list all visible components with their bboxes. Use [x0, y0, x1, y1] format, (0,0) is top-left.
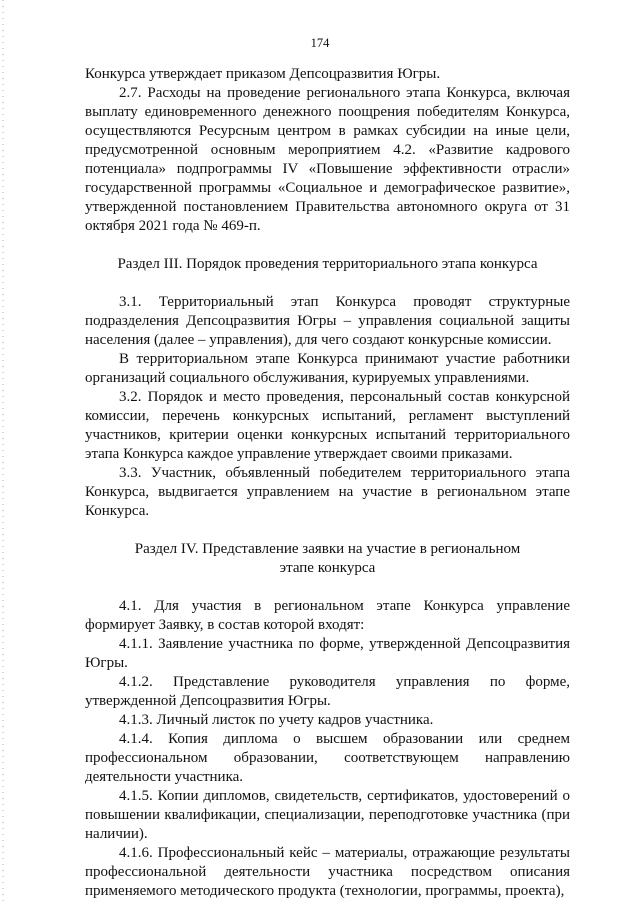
scan-edge-marks [2, 0, 4, 905]
paragraph-2-7: 2.7. Расходы на проведение регионального этапа Конкурса, включая выплату единовременного денежного поощрения победителям Конкурса, осуществляются Ресурсным центром в рамках субсидии на иные цели, предусмотренной основным мероприятием 4.2. «Развитие кадрового потенциала» подпрограммы IV «Повышение эффективности отрасли» государственной программы «Социальное и демографическое развитие», утвержденной постановлением Правительства автономного округа от 31 октября 2021 года № 469-п. [85, 85, 570, 234]
paragraph-4-1: 4.1. Для участия в региональном этапе Конкурса управление формирует Заявку, в состав которой входят: [85, 598, 570, 633]
paragraph-3-1: 3.1. Территориальный этап Конкурса проводят структурные подразделения Депсоцразвития Югры – управления социальной защиты населения (далее – управления), для чего создают конкурсные комиссии. [85, 294, 570, 348]
paragraph-4-1-6: 4.1.6. Профессиональный кейс – материалы, отражающие результаты профессиональной деятельности участника посредством описания применяемого методического продукта (технологии, программы, проекта), [85, 845, 570, 899]
paragraph-4-1-3: 4.1.3. Личный листок по учету кадров участника. [119, 712, 434, 728]
paragraph-4-1-4: 4.1.4. Копия диплома о высшем образовании или среднем профессиональном образовании, соответствующем направлению деятельности участника. [85, 731, 570, 785]
paragraph-4-1-2: 4.1.2. Представление руководителя управления по форме, утвержденной Депсоцразвития Югры. [85, 674, 570, 709]
section-heading-4-line-1: Раздел IV. Представление заявки на участие в региональном [134, 541, 521, 557]
document-body [85, 65, 570, 901]
section-heading-4 [85, 540, 570, 578]
section-heading-4-line-2: этапе конкурса [279, 560, 376, 576]
page-number: 174 [310, 36, 330, 50]
paragraph-3-3: 3.3. Участник, объявленный победителем территориального этапа Конкурса, выдвигается управлением на участие в региональном этапе Конкурса. [85, 465, 570, 519]
paragraph-3-1-participants: В территориальном этапе Конкурса принимают участие работники организаций социального обслуживания, курируемых управлениями. [85, 351, 570, 386]
paragraph-4-1-1: 4.1.1. Заявление участника по форме, утвержденной Депсоцразвития Югры. [85, 636, 570, 671]
section-heading-3: Раздел III. Порядок проведения территориального этапа конкурса [117, 256, 538, 272]
paragraph-continuation: Конкурса утверждает приказом Депсоцразвития Югры. [85, 66, 441, 82]
paragraph-3-2: 3.2. Порядок и место проведения, персональный состав конкурсной комиссии, перечень конкурсных испытаний, регламент выступлений участников, критерии оценки конкурсных испытаний территориального этапа Конкурса каждое управление утверждает своими приказами. [85, 389, 570, 462]
paragraph-4-1-5: 4.1.5. Копии дипломов, свидетельств, сертификатов, удостоверений о повышении квалификации, специализации, переподготовке участника (при наличии). [85, 788, 570, 842]
